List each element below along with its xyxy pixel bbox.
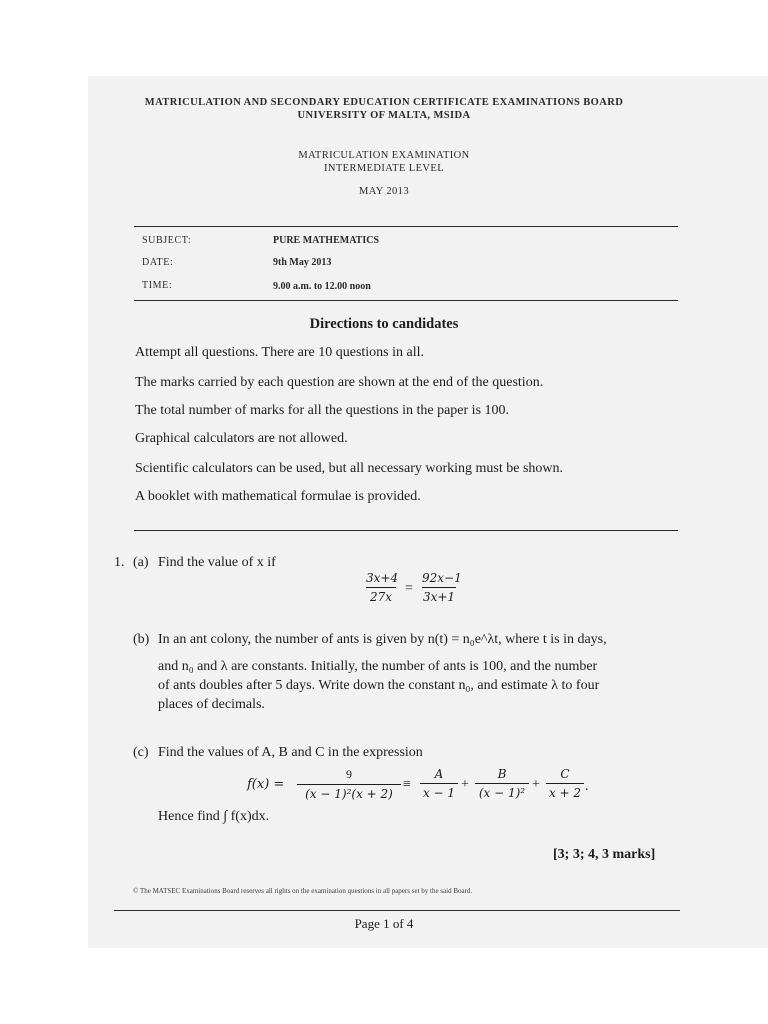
date-label: DATE: xyxy=(142,257,174,268)
directions-bottom-rule xyxy=(134,530,678,531)
part-b-line-3: of ants doubles after 5 days. Write down the constant n₀, and estimate λ to four xyxy=(158,678,600,693)
fraction-bar xyxy=(475,783,529,784)
direction-line-2: The marks carried by each question are shown at the end of the question. xyxy=(135,375,544,390)
part-b-label: (b) xyxy=(133,632,150,647)
university-title: UNIVERSITY OF MALTA, MSIDA xyxy=(297,110,471,121)
part-b-line-2: and n₀ and λ are constants. Initially, the number of ants is 100, and the number xyxy=(158,659,598,674)
date-value: 9th May 2013 xyxy=(273,257,332,268)
question-number: 1. xyxy=(114,555,125,570)
equiv-sign: ≡ xyxy=(403,777,411,792)
time-value: 9.00 a.m. to 12.00 noon xyxy=(273,281,371,292)
directions-title: Directions to candidates xyxy=(309,316,459,332)
marks-allocation: [3; 3; 4, 3 marks] xyxy=(553,847,656,862)
direction-line-6: A booklet with mathematical formulae is provided. xyxy=(135,489,421,504)
part-c-fraction-3 xyxy=(475,767,529,800)
part-c-label: (c) xyxy=(133,745,149,760)
fraction-bar xyxy=(297,784,401,785)
part-c-fraction-4-denominator: x + 2 xyxy=(548,786,582,800)
part-c-fraction-1-denominator: (x − 1)²(x + 2) xyxy=(305,787,393,801)
part-a-rhs-numerator: 92x−1 xyxy=(422,571,462,585)
period: . xyxy=(585,779,589,794)
page-number: Page 1 of 4 xyxy=(354,916,414,931)
part-c-fraction-3-denominator: (x − 1)² xyxy=(478,786,526,800)
time-label: TIME: xyxy=(142,280,173,291)
fraction-bar xyxy=(546,783,584,784)
part-b-line-1: In an ant colony, the number of ants is given by n(t) = n₀e^λt, where t is in days, xyxy=(158,632,607,647)
footer-rule xyxy=(114,910,680,911)
exam-session: MAY 2013 xyxy=(359,186,409,197)
direction-line-4: Graphical calculators are not allowed. xyxy=(135,431,348,446)
equals-sign: = xyxy=(405,581,413,596)
part-c-text: Find the values of A, B and C in the expression xyxy=(158,745,423,760)
part-a-lhs-fraction xyxy=(366,571,399,604)
exam-level: INTERMEDIATE LEVEL xyxy=(323,163,445,174)
part-c-hence: Hence find ∫ f(x)dx. xyxy=(158,809,270,824)
part-c-fraction-3-numerator: B xyxy=(497,767,507,781)
plus-sign: + xyxy=(532,777,540,792)
part-c-fraction-1-numerator: 9 xyxy=(346,767,352,781)
part-a-text: Find the value of x if xyxy=(158,555,276,570)
table-bottom-rule xyxy=(134,300,678,301)
part-a-lhs-numerator: 3x+4 xyxy=(366,571,399,585)
part-a-lhs-denominator: 27x xyxy=(369,590,393,604)
part-a-rhs-fraction xyxy=(422,571,462,604)
part-b-line-4: places of decimals. xyxy=(158,697,265,712)
copyright-notice: © The MATSEC Examinations Board reserves all rights on the examination questions in all papers set by the said Board. xyxy=(133,887,473,895)
direction-line-1: Attempt all questions. There are 10 questions in all. xyxy=(135,345,425,360)
fraction-bar xyxy=(422,587,456,588)
part-c-fraction-4-numerator: C xyxy=(560,767,570,781)
part-c-fraction-1 xyxy=(297,767,401,801)
board-title: MATRICULATION AND SECONDARY EDUCATION CERTIFICATE EXAMINATIONS BOARD xyxy=(144,97,624,108)
subject-label: SUBJECT: xyxy=(142,235,192,246)
part-a-label: (a) xyxy=(133,555,149,570)
part-c-fraction-4 xyxy=(546,767,584,800)
subject-value: PURE MATHEMATICS xyxy=(273,235,380,246)
part-c-fx: f(x) = xyxy=(247,777,285,792)
fraction-bar xyxy=(420,783,458,784)
part-c-fraction-2-numerator: A xyxy=(434,767,444,781)
direction-line-3: The total number of marks for all the questions in the paper is 100. xyxy=(135,403,510,418)
fraction-bar xyxy=(366,587,396,588)
direction-line-5: Scientific calculators can be used, but all necessary working must be shown. xyxy=(135,461,564,476)
part-c-fraction-2 xyxy=(420,767,458,800)
exam-title: MATRICULATION EXAMINATION xyxy=(298,150,470,161)
part-c-fraction-2-denominator: x − 1 xyxy=(422,786,456,800)
table-top-rule xyxy=(134,226,678,227)
plus-sign: + xyxy=(461,777,469,792)
part-a-rhs-denominator: 3x+1 xyxy=(422,590,456,604)
